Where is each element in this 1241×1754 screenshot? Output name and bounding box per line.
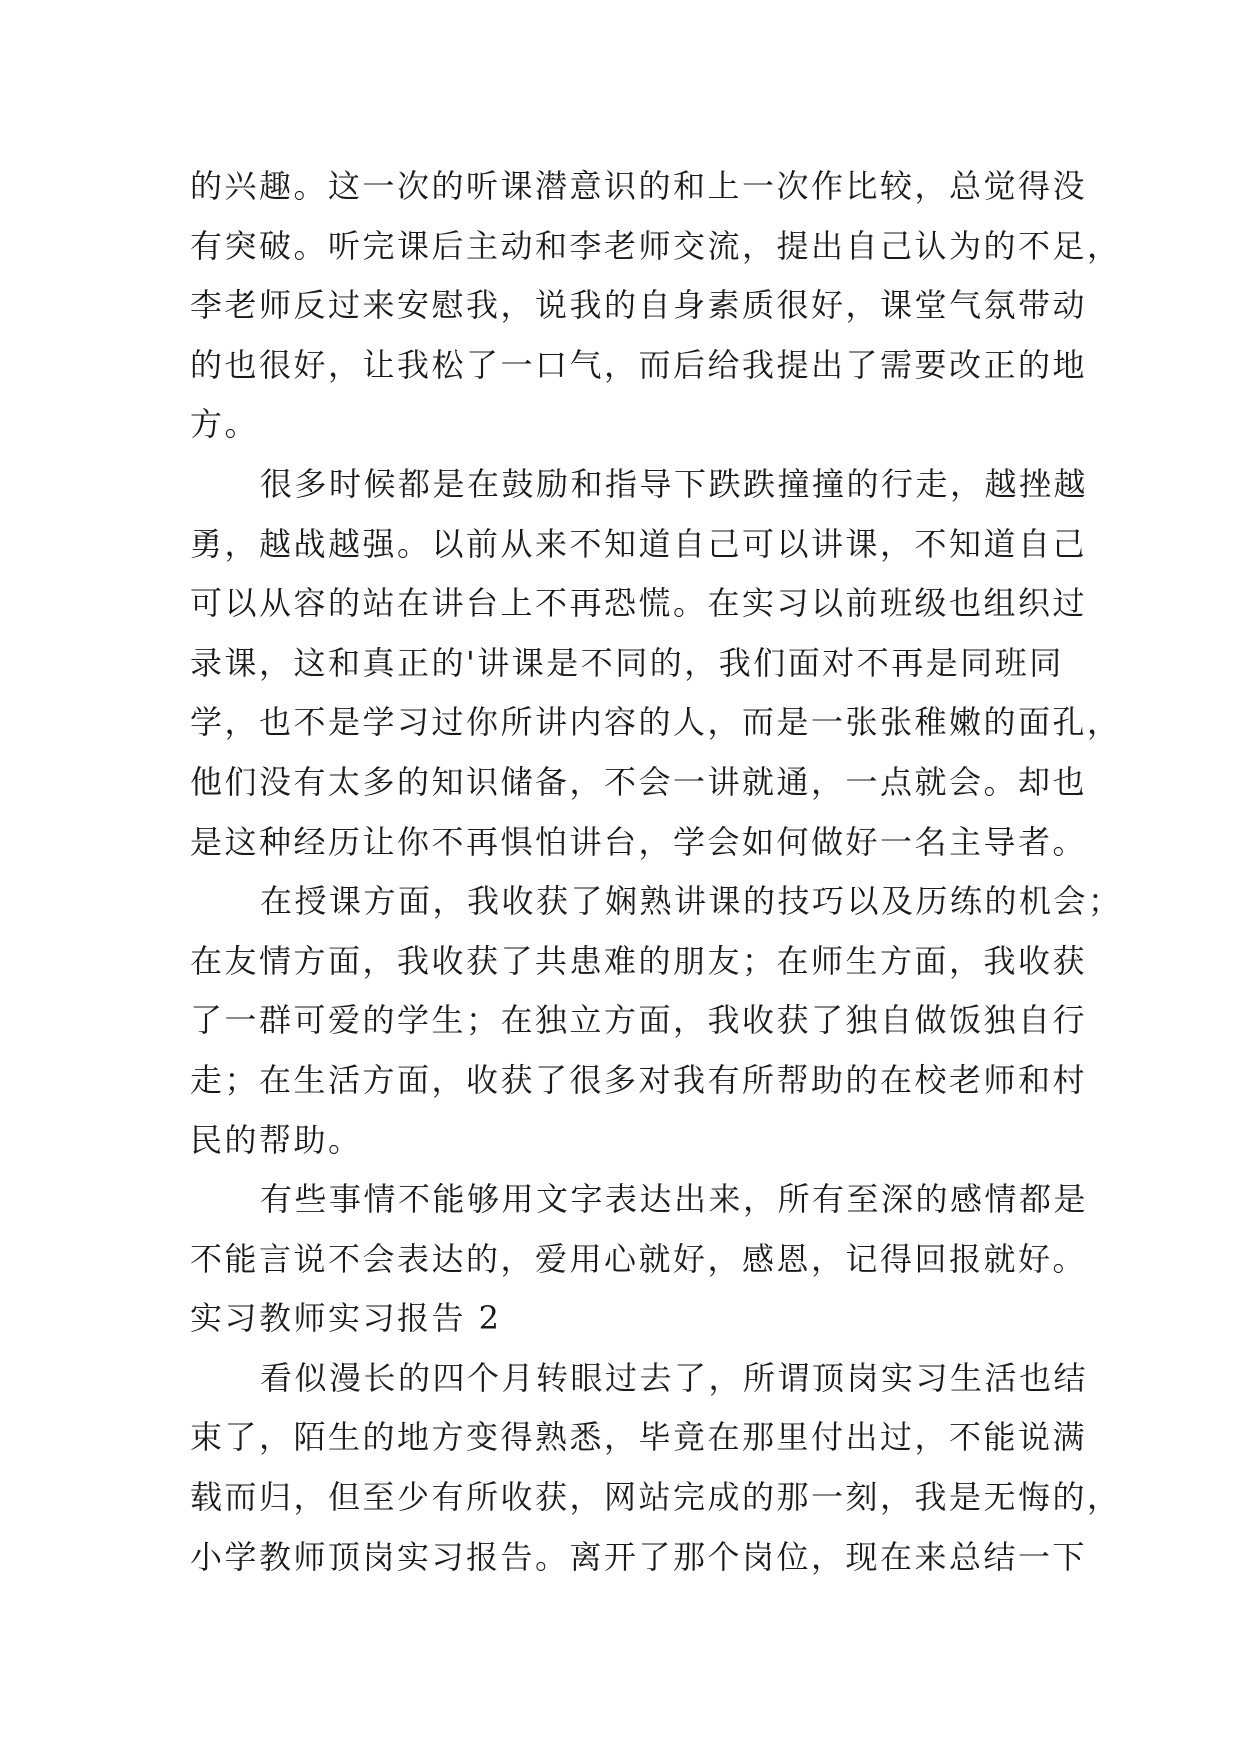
text-line: 有突破。听完课后主动和李老师交流，提出自己认为的不足， bbox=[190, 226, 1122, 265]
text-line: 勇，越战越强。以前从来不知道自己可以讲课，不知道自己 bbox=[190, 524, 1088, 563]
text-line: 束了，陌生的地方变得熟悉，毕竟在那里付出过，不能说满 bbox=[190, 1418, 1088, 1457]
text-line: 看似漫长的四个月转眼过去了，所谓顶岗实习生活也结 bbox=[260, 1358, 1089, 1397]
text-line: 在授课方面，我收获了娴熟讲课的技巧以及历练的机会； bbox=[260, 882, 1123, 921]
text-line: 的也很好，让我松了一口气，而后给我提出了需要改正的地 bbox=[190, 345, 1088, 384]
text-line: 小学教师顶岗实习报告。离开了那个岗位，现在来总结一下 bbox=[190, 1537, 1088, 1576]
text-line: 方。 bbox=[190, 405, 260, 444]
text-line: 李老师反过来安慰我，说我的自身素质很好，课堂气氛带动 bbox=[190, 286, 1088, 325]
text-line: 载而归，但至少有所收获，网站完成的那一刻，我是无悔的， bbox=[190, 1478, 1122, 1517]
text-line: 他们没有太多的知识储备，不会一讲就通，一点就会。却也 bbox=[190, 762, 1088, 801]
text-line: 了一群可爱的学生；在独立方面，我收获了独自做饭独自行 bbox=[190, 1001, 1088, 1040]
text-line: 学，也不是学习过你所讲内容的人，而是一张张稚嫩的面孔， bbox=[190, 703, 1122, 742]
text-line: 的兴趣。这一次的听课潜意识的和上一次作比较，总觉得没 bbox=[190, 167, 1088, 205]
text-line: 走；在生活方面，收获了很多对我有所帮助的在校老师和村 bbox=[190, 1060, 1088, 1099]
text-line: 录课，这和真正的'讲课是不同的，我们面对不再是同班同 bbox=[190, 643, 1064, 682]
text-line: 不能言说不会表达的，爱用心就好，感恩，记得回报就好。 bbox=[190, 1239, 1088, 1278]
text-line: 有些事情不能够用文字表达出来，所有至深的感情都是 bbox=[260, 1180, 1089, 1219]
text-line: 民的帮助。 bbox=[190, 1120, 363, 1159]
document-body bbox=[190, 157, 1123, 1587]
text-line: 很多时候都是在鼓励和指导下跌跌撞撞的行走，越挫越 bbox=[260, 464, 1089, 503]
text-line: 在友情方面，我收获了共患难的朋友；在师生方面，我收获 bbox=[190, 941, 1088, 980]
text-line: 是这种经历让你不再惧怕讲台，学会如何做好一名主导者。 bbox=[190, 822, 1088, 861]
text-line: 实习教师实习报告 2 bbox=[190, 1299, 502, 1338]
text-line: 可以从容的站在讲台上不再恐慌。在实习以前班级也组织过 bbox=[190, 584, 1088, 623]
